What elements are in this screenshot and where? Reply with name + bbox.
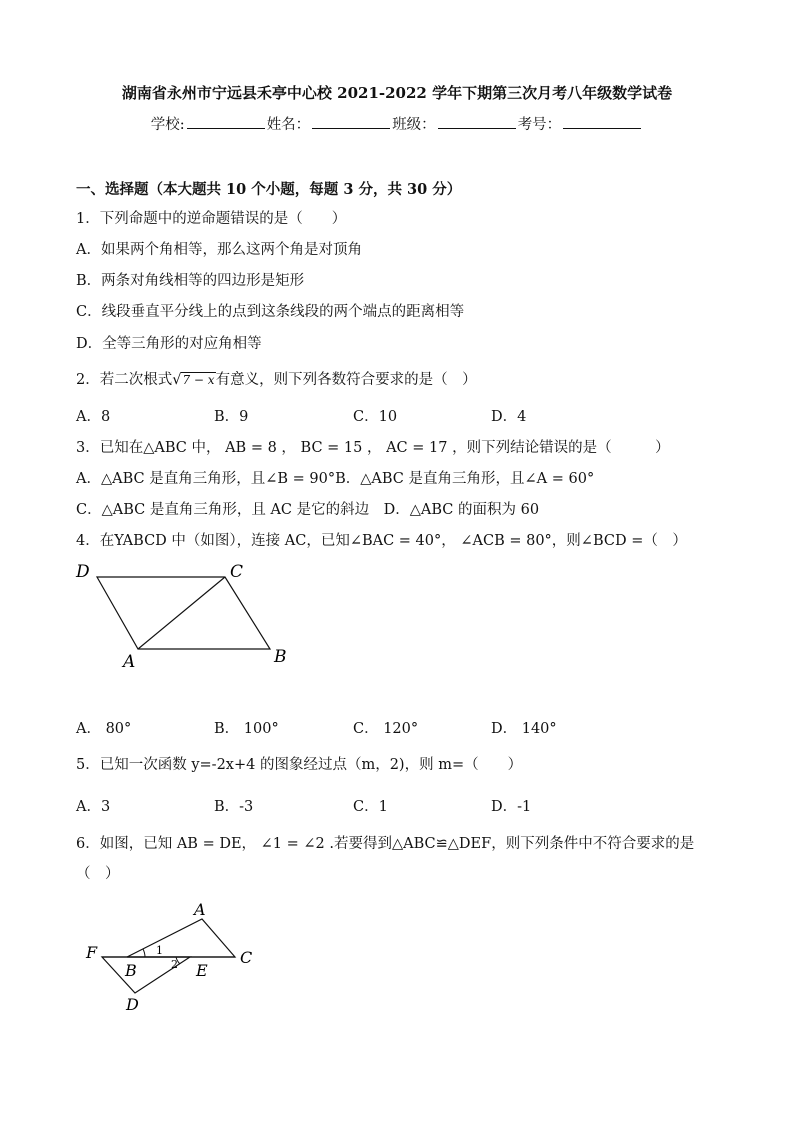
question-5-stem: 5．已知一次函数 y=-2x+4 的图象经过点（m，2)，则 m=（ ） [76,757,523,773]
question-2-option-d: D．4 [491,409,527,425]
question-1-option-c: C．线段垂直平分线上的点到这条线段的两个端点的距离相等 [76,304,465,320]
question-2-stem-pre: 2．若二次根式 [76,372,173,388]
question-6-stem-cont: （ ） [76,866,120,882]
label-d: D [126,995,139,1014]
question-4-option-c: C． 120° [353,721,419,737]
label-angle-1: 1 [156,944,163,957]
label-b: B [274,647,287,667]
label-c: C [240,948,253,967]
question-2-stem [76,368,477,389]
question-4-option-b: B． 100° [214,721,279,737]
label-angle-2: 2 [171,958,178,971]
question-1-stem: 1．下列命题中的逆命题错误的是（ ） [76,211,347,227]
diagonal-ac [138,577,225,649]
question-3-options-cd: C．△ABC 是直角三角形，且 AC 是它的斜边 D．△ABC 的面积为 60 [76,502,540,518]
question-5-option-c: C．1 [353,799,388,815]
question-2-option-b: B．9 [214,409,249,425]
label-a: A [194,900,206,919]
question-1-option-b: B．两条对角线相等的四边形是矩形 [76,273,305,289]
student-info-line [0,113,794,134]
school-blank[interactable] [187,114,265,129]
label-d: D [76,562,90,582]
question-5-option-d: D．-1 [491,799,532,815]
parallelogram-abcd [97,577,270,649]
question-1-option-a: A．如果两个角相等，那么这两个角是对顶角 [76,242,362,258]
sqrt-symbol: √7 − x [172,372,215,388]
label-f: F [86,943,98,962]
exam-title: 湖南省永州市宁远县禾亭中心校 2021-2022 学年下期第三次月考八年级数学试卷 [121,84,673,102]
class-label: 班级： [392,117,436,133]
section-title: 一、选择题（本大题共 10 个小题，每题 3 分，共 30 分） [76,181,462,198]
question-2-option-c: C．10 [353,409,398,425]
triangles-figure [80,895,280,1020]
radicand: 7 − x [182,373,215,387]
question-4-stem: 4．在YABCD 中（如图），连接 AC，已知∠BAC = 40°， ∠ACB = 80°，则∠BCD =（ ） [76,533,687,549]
triangle-abc [127,919,235,957]
question-2-stem-post: 有意义，则下列各数符合要求的是（ ） [215,372,477,388]
exam-no-label: 考号： [517,117,562,133]
name-label: 姓名： [266,117,311,133]
class-blank[interactable] [438,114,516,129]
label-a: A [123,652,136,672]
question-5-option-a: A．3 [76,799,111,815]
exam-no-blank[interactable] [563,114,641,129]
parallelogram-figure [60,555,310,675]
angle-1-arc [143,949,145,957]
question-5-option-b: B．-3 [214,799,254,815]
question-3-stem: 3．已知在△ABC 中， AB = 8 ， BC = 15 ， AC = 17 ，则下列结论错误的是（ ） [76,440,670,456]
school-label: 学校: [150,117,185,133]
question-4-option-a: A． 80° [76,721,132,737]
question-3-options-ab: A．△ABC 是直角三角形，且∠B = 90°B．△ABC 是直角三角形，且∠A = 60° [76,471,595,487]
label-b: B [125,961,137,980]
name-blank[interactable] [312,114,390,129]
question-4-option-d: D． 140° [491,721,557,737]
question-6-stem: 6．如图，已知 AB = DE， ∠1 = ∠2 .若要得到△ABC≌△DEF，则下列条件中不符合要求的是 [76,836,695,852]
label-e: E [196,961,208,980]
label-c: C [230,562,244,582]
question-2-option-a: A．8 [76,409,111,425]
question-1-option-d: D．全等三角形的对应角相等 [76,336,262,352]
